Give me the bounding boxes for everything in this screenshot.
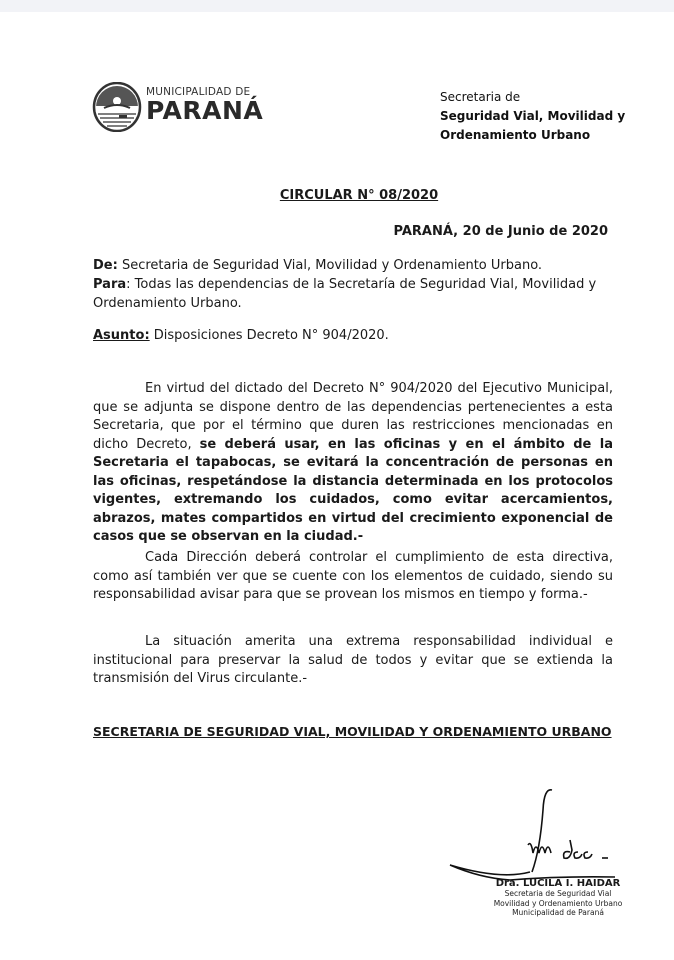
de-line — [93, 256, 613, 275]
para-label: Para — [93, 277, 127, 292]
body-paragraph-1 — [93, 380, 613, 547]
asunto-label: Asunto: — [93, 328, 150, 343]
signer-role-3: Municipalidad de Paraná — [512, 908, 604, 917]
signer-block — [478, 878, 638, 918]
secretaria-line2: Seguridad Vial, Movilidad y — [440, 109, 626, 123]
document-date: PARANÁ, 20 de Junio de 2020 — [393, 224, 608, 239]
para-value: : Todas las dependencias de la Secretaría de Seguridad Vial, Movilidad y Ordenamiento Urbano. — [93, 277, 597, 311]
secretaria-line3: Ordenamiento Urbano — [440, 128, 591, 142]
asunto-value: Disposiciones Decreto N° 904/2020. — [149, 328, 389, 343]
de-label: De: — [93, 258, 118, 273]
body-paragraph-2 — [93, 549, 613, 605]
asunto-line — [93, 328, 389, 343]
body-paragraph-3 — [93, 633, 613, 689]
logo-municipalidad: MUNICIPALIDAD DE — [146, 86, 251, 98]
top-band — [0, 0, 674, 12]
signer-role-1: Secretaria de Seguridad Vial — [504, 889, 612, 898]
logo-text — [146, 86, 263, 124]
p3-text: La situación amerita una extrema responsabilidad individual e institucional para preservar la salud de todos y evitar que se extienda la transmisión del Virus circulante.- — [93, 634, 613, 686]
secretaria-line1: Secretaria de — [440, 90, 521, 104]
secretaria-header — [440, 88, 625, 145]
de-value: Secretaria de Seguridad Vial, Movilidad y Ordenamiento Urbano. — [117, 258, 543, 273]
circular-title-text: CIRCULAR N° 08/2020 — [279, 188, 439, 203]
municipal-emblem-icon — [92, 82, 142, 132]
p2-text: Cada Dirección deberá controlar el cumplimiento de esta directiva, como así también ver que se cuente con los elementos de cuidado, siendo su responsabilidad avisar para que se provean los mismos en tiempo y forma.- — [93, 550, 613, 602]
signer-name: Dra. LUCILA I. HAIDAR — [495, 878, 621, 889]
p1-normal: En virtud del dictado del Decreto N° 904/2020 del Ejecutivo Municipal, que se adjunta se dispone dentro de las dependencias pertenecientes a esta Secretaria, que por el término que duren las restricciones mencionadas en dicho Decreto, — [93, 381, 613, 452]
signer-role-2: Movilidad y Ordenamiento Urbano — [493, 898, 623, 908]
footer-secretaria: SECRETARIA DE SEGURIDAD VIAL, MOVILIDAD Y ORDENAMIENTO URBANO — [93, 724, 612, 739]
logo-parana: PARANÁ — [146, 96, 264, 125]
p1-bold: se deberá usar, en las oficinas y en el ámbito de la Secretaria el tapabocas, se evitará la concentración de personas en las oficinas, respetándose la distancia determinada en los protocolos vigentes, extremando los cuidados, como evitar acercamientos, abrazos, mates compartidos en virtud del crecimiento exponencial de casos que se observan en la ciudad.- — [93, 436, 613, 544]
para-line — [93, 275, 613, 313]
document-meta — [93, 256, 613, 313]
handwritten-signature-icon — [440, 780, 660, 890]
circular-title — [0, 188, 674, 203]
